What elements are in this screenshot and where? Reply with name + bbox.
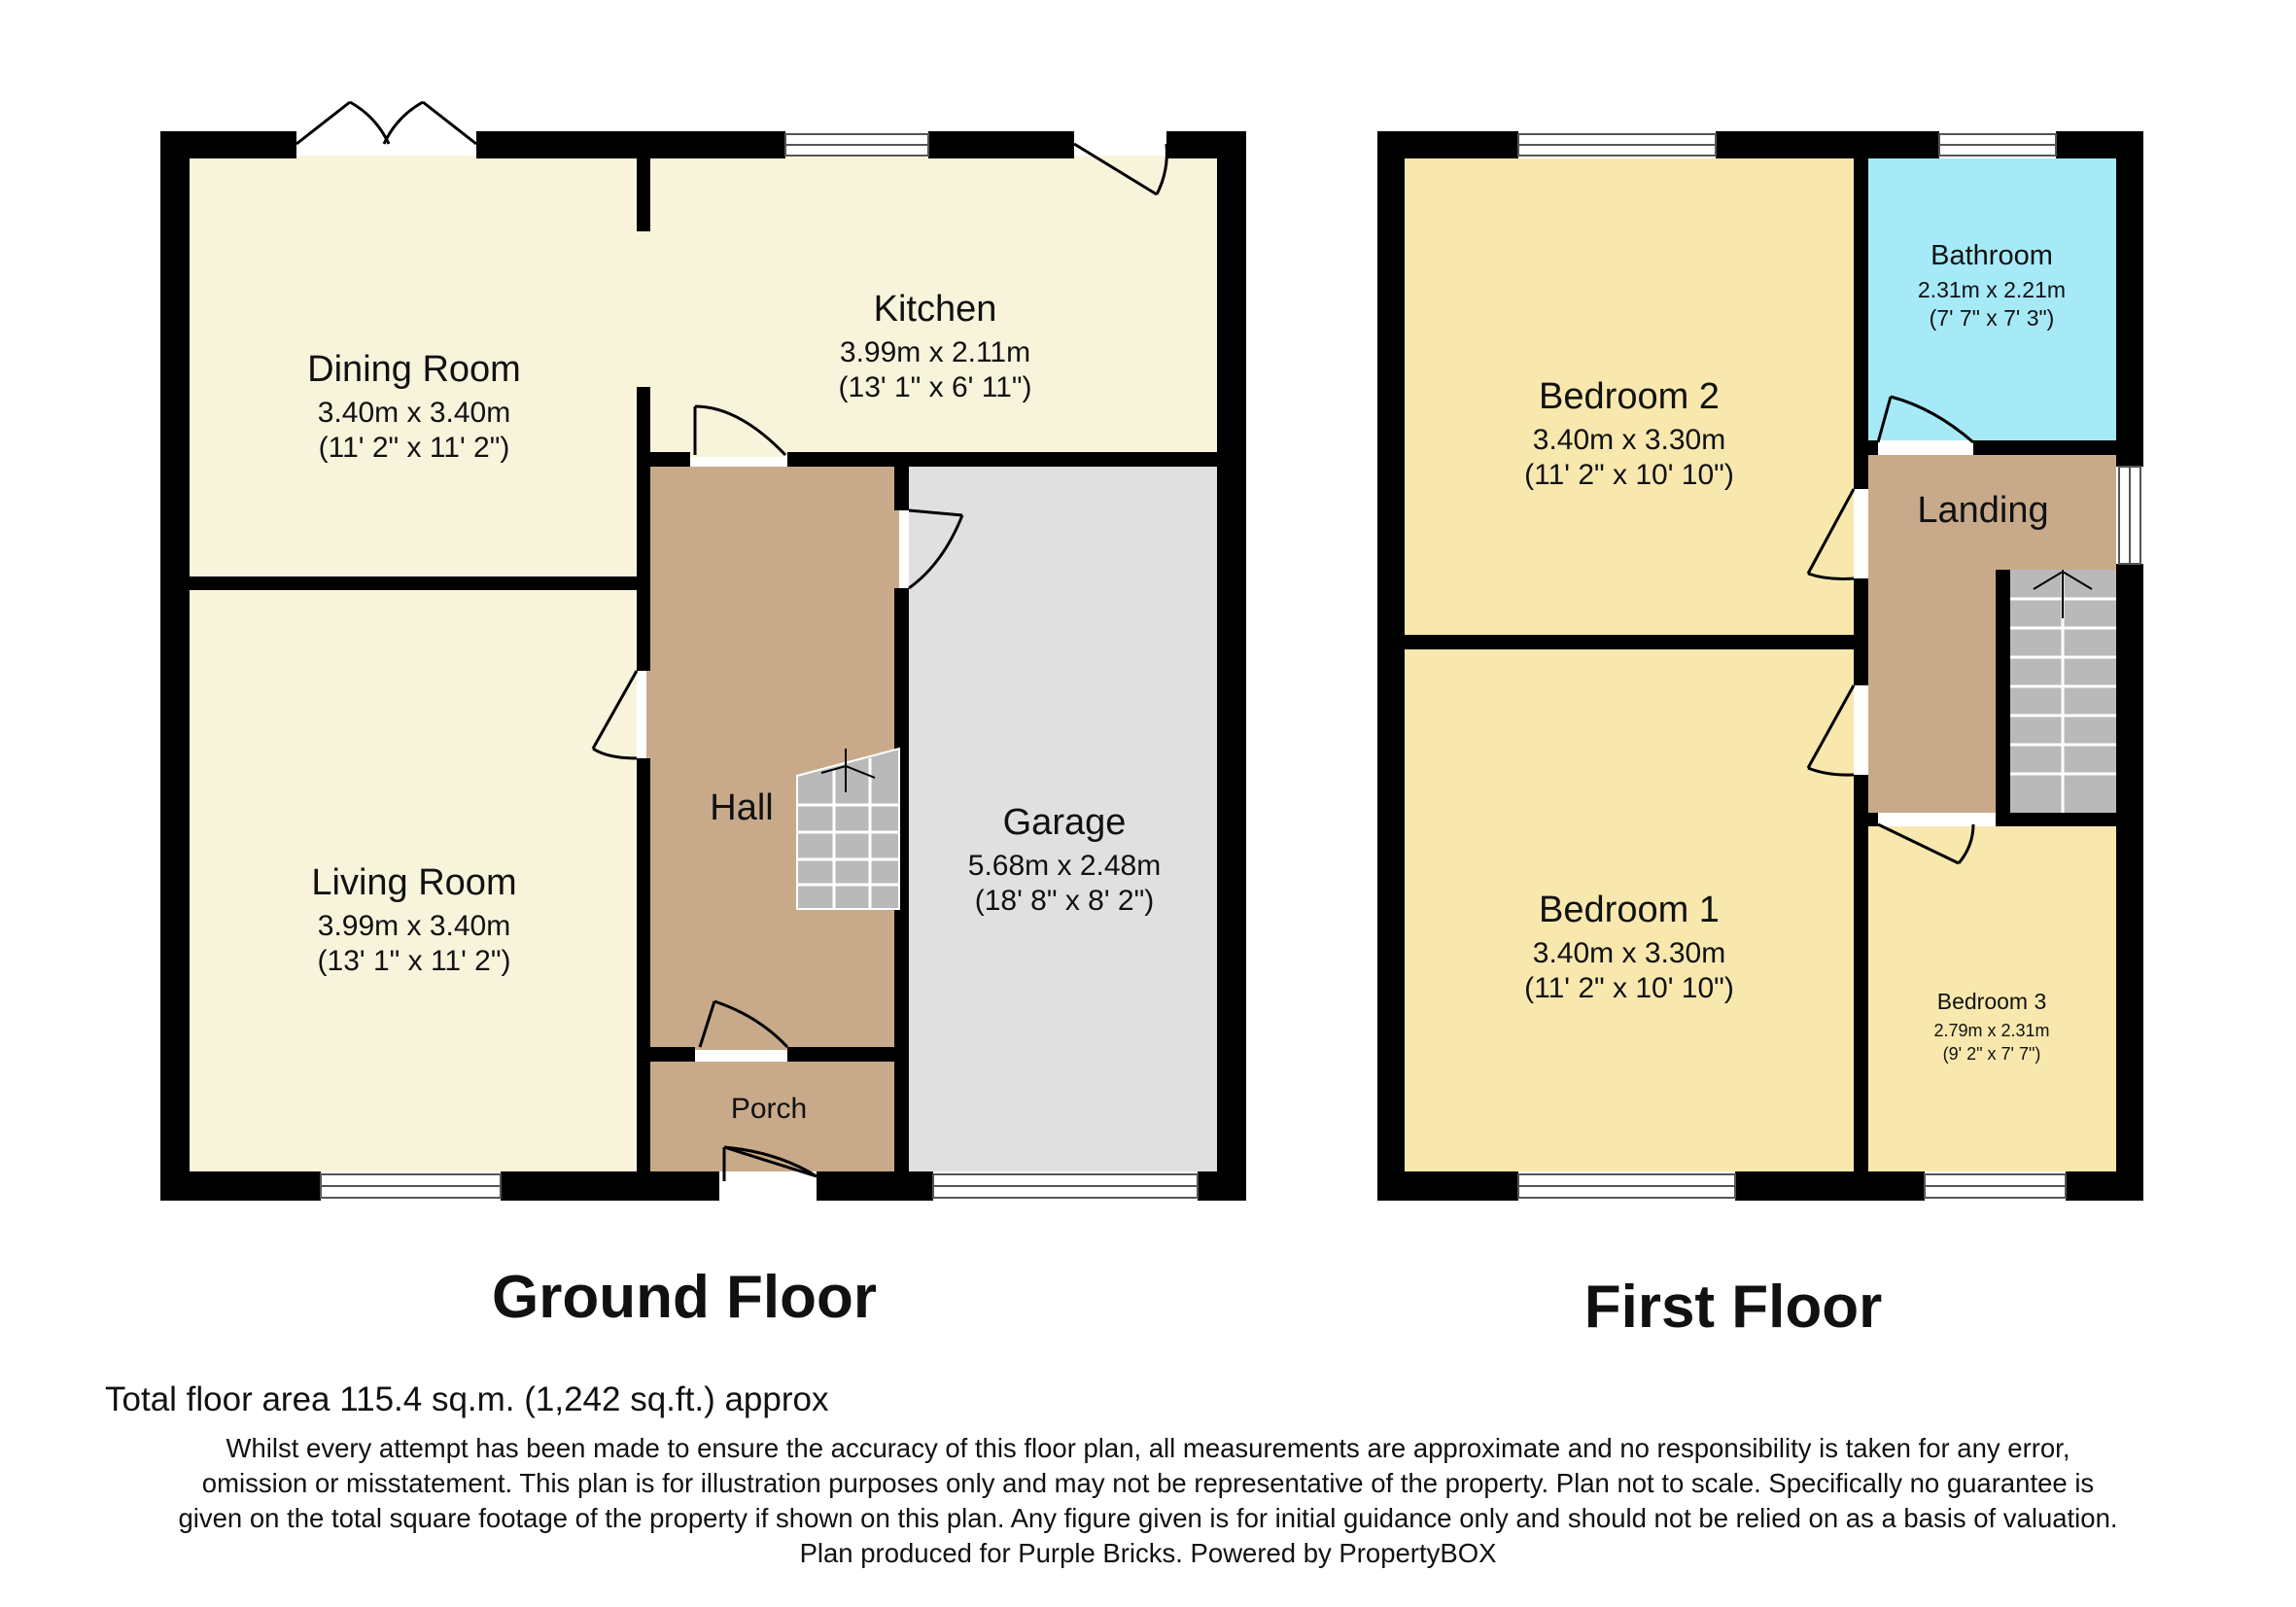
bedroom-3-window — [1925, 1174, 2066, 1198]
bedroom-3-metric: 2.79m x 2.31m — [1933, 1021, 2050, 1040]
hall-name: Hall — [710, 787, 774, 828]
porch-name: Porch — [730, 1093, 808, 1125]
disclaimer-line-2: omission or misstatement. This plan is for illustration purposes only and may not be representative of the property. Plan not to scale. Specifically no guarantee is — [201, 1468, 2095, 1498]
kitchen-name: Kitchen — [873, 289, 997, 330]
bedroom-1-name: Bedroom 1 — [1539, 890, 1720, 930]
bedroom-1-metric: 3.40m x 3.30m — [1532, 937, 1726, 969]
disclaimer-line-4: Plan produced for Purple Bricks. Powered by PropertyBOX — [799, 1538, 1497, 1568]
bedroom-1-imperial: (11' 2" x 10' 10") — [1524, 972, 1734, 1004]
bedroom-3-imperial: (9' 2" x 7' 7") — [1942, 1044, 2041, 1064]
french-doors — [296, 102, 476, 144]
disclaimer-line-3: given on the total square footage of the property if shown on this plan. Any figure given is for initial guidance only and should not be relied on as a basis of valuation. — [178, 1503, 2118, 1533]
bedroom-2-metric: 3.40m x 3.30m — [1532, 424, 1726, 456]
ground-floor-title: Ground Floor — [491, 1264, 878, 1331]
first-floor-title: First Floor — [1583, 1274, 1883, 1341]
dining-room-imperial: (11' 2" x 11' 2") — [318, 432, 510, 464]
disclaimer — [29, 1431, 2267, 1571]
bedroom-1-window — [1518, 1174, 1735, 1198]
living-room-imperial: (13' 1" x 11' 2") — [317, 945, 511, 977]
bathroom-imperial: (7' 7" x 7' 3") — [1929, 305, 2055, 331]
living-room-name: Living Room — [311, 862, 517, 903]
garage-name: Garage — [1002, 802, 1127, 843]
dining-room-metric: 3.40m x 3.40m — [317, 397, 511, 429]
landing-window — [2119, 467, 2140, 564]
living-room-metric: 3.99m x 3.40m — [317, 910, 511, 942]
kitchen-window — [785, 134, 928, 156]
total-floor-area: Total floor area 115.4 sq.m. (1,242 sq.ft.) approx — [105, 1380, 829, 1418]
living-room-window — [321, 1174, 501, 1198]
first-staircase — [2010, 570, 2116, 813]
disclaimer-line-1: Whilst every attempt has been made to ensure the accuracy of this floor plan, all measurements are approximate and no responsibility is taken for any error, — [226, 1433, 2070, 1463]
bathroom-metric: 2.31m x 2.21m — [1917, 277, 2067, 302]
bathroom-name: Bathroom — [1931, 240, 2053, 271]
first-floor-plan — [1377, 131, 2143, 1341]
ground-floor-plan — [160, 102, 1246, 1331]
bedroom-2-imperial: (11' 2" x 10' 10") — [1524, 459, 1734, 491]
ground-staircase — [797, 749, 899, 909]
garage-imperial: (18' 8" x 8' 2") — [974, 885, 1155, 917]
bathroom-window — [1939, 134, 2056, 156]
bedroom-2-window — [1518, 134, 1716, 156]
bedroom-2-name: Bedroom 2 — [1539, 376, 1720, 417]
garage-metric: 5.68m x 2.48m — [967, 850, 1162, 882]
bedroom-3-name: Bedroom 3 — [1936, 989, 2047, 1014]
kitchen-imperial: (13' 1" x 6' 11") — [838, 371, 1032, 403]
dining-room-name: Dining Room — [307, 349, 521, 390]
kitchen-metric: 3.99m x 2.11m — [839, 336, 1031, 368]
garage-door-opening — [933, 1174, 1198, 1198]
landing-corridor-area — [1868, 570, 2002, 813]
landing-name: Landing — [1917, 490, 2049, 531]
